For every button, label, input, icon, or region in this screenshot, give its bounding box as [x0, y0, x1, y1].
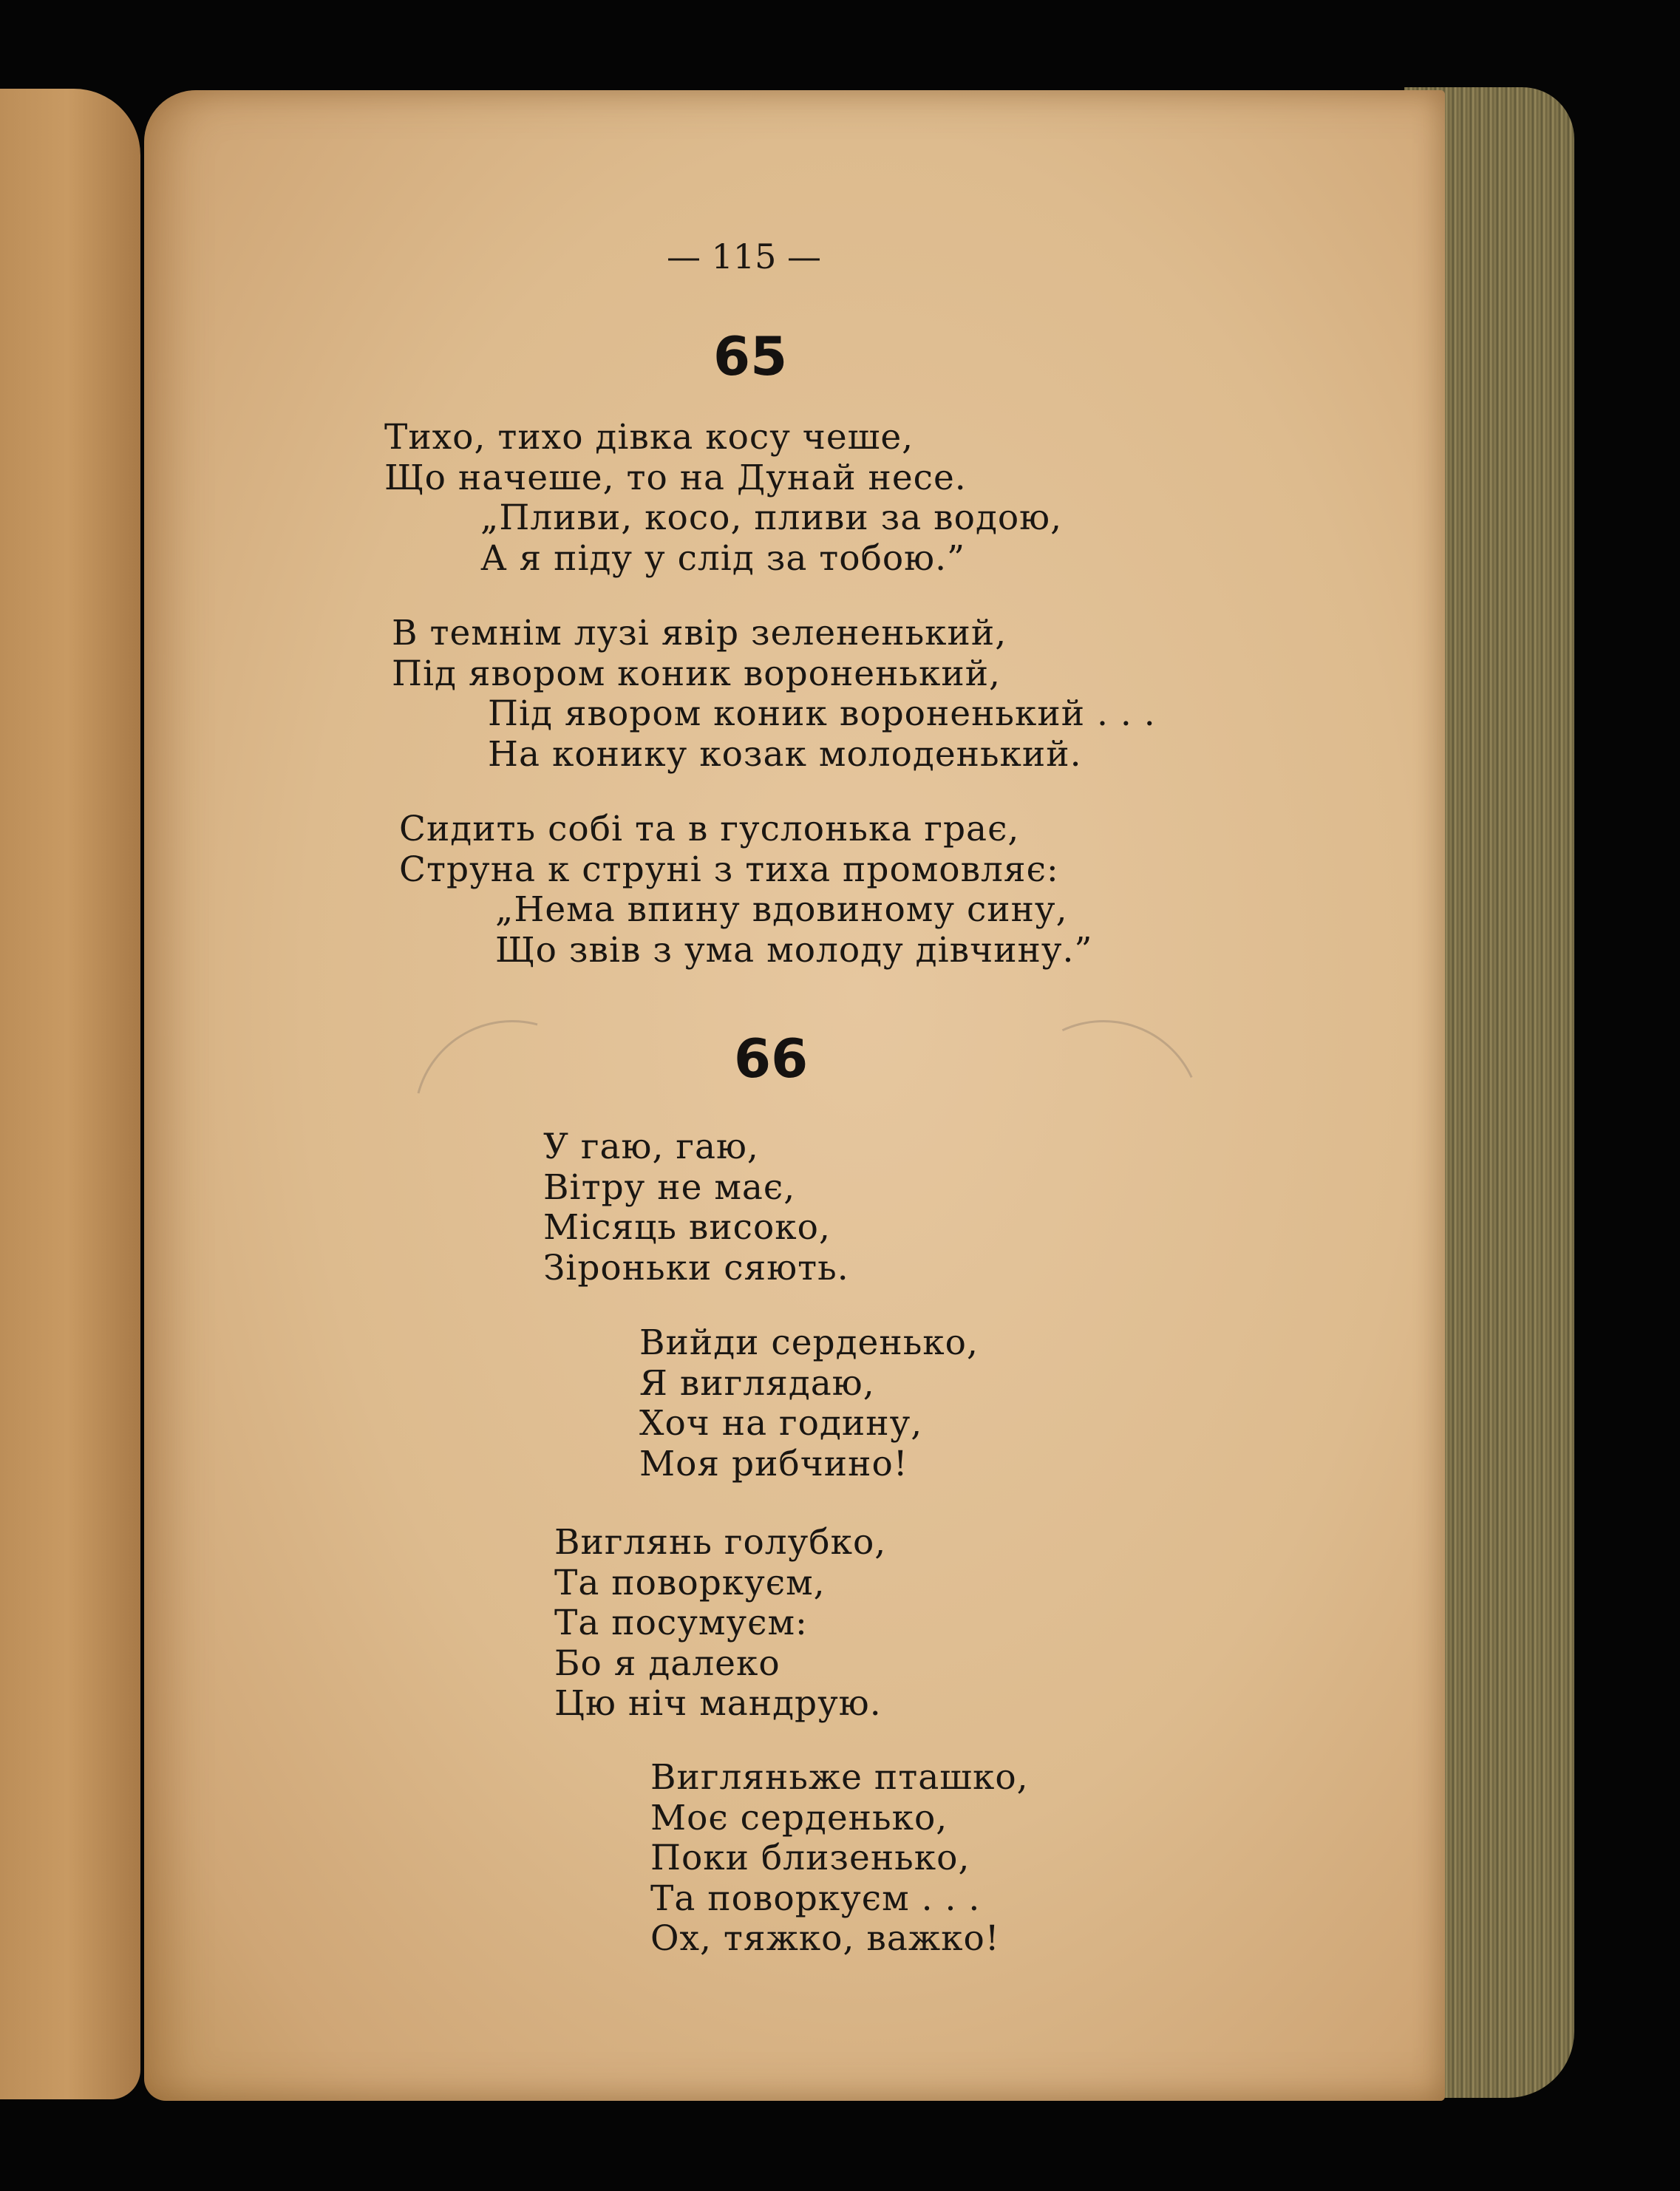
verse-line: Ох, тяжко, важко!	[650, 1918, 1000, 1959]
verse-line: Та поворкуєм . . .	[650, 1878, 981, 1919]
verse-line: Під явором коник вороненький . . .	[488, 693, 1156, 734]
verse-line: Бо я далеко	[554, 1643, 781, 1684]
verse-line: Місяць високо,	[543, 1207, 831, 1248]
song-number: 66	[734, 1027, 809, 1090]
verse-line: Зіроньки сяють.	[543, 1247, 849, 1288]
verse-line: Та посумуєм:	[554, 1603, 808, 1643]
verse-line: Вийди серденько,	[639, 1322, 979, 1363]
stanza	[399, 809, 1092, 971]
verse-line: Що начеше, то на Дунай несе.	[384, 457, 967, 498]
verse-line: На конику козак молоденький.	[488, 733, 1082, 775]
verse-line: Я виглядаю,	[639, 1362, 875, 1404]
stanza	[384, 418, 1062, 579]
verse-line: Моя рибчино!	[639, 1443, 908, 1484]
stanza	[639, 1323, 979, 1484]
verse-line: Виглянь голубко,	[554, 1522, 887, 1563]
verse-line: Сидить собі та в гуслонька грає,	[399, 809, 1020, 849]
verse-line: А я піду у слід за тобою.”	[480, 537, 966, 579]
verse-line: Моє серденько,	[650, 1797, 948, 1838]
verse-line: Тихо, тихо дівка косу чеше,	[384, 417, 914, 458]
left-page-edge	[0, 89, 140, 2099]
verse-line: „Нема впину вдовиному сину,	[495, 889, 1068, 930]
verse-line: Що звів з ума молоду дівчину.”	[495, 929, 1093, 971]
verse-line: Хоч на годину,	[639, 1403, 923, 1444]
verse-line: У гаю, гаю,	[543, 1127, 759, 1167]
song-number: 65	[713, 325, 788, 387]
stanza	[543, 1127, 849, 1288]
verse-line: Струна к струні з тиха промовляє:	[399, 849, 1059, 890]
verse-line: В темнім лузі явір зелененький,	[392, 613, 1007, 653]
verse-line: Вітру не має,	[543, 1166, 796, 1208]
stanza	[554, 1523, 886, 1725]
verse-line: Поки близенько,	[650, 1838, 970, 1878]
verse-line: Вигляньже пташко,	[650, 1757, 1029, 1798]
verse-line: „Пливи, косо, пливи за водою,	[480, 497, 1063, 538]
verse-line: Цю ніч мандрую.	[554, 1683, 882, 1724]
stanza	[392, 614, 1156, 775]
stanza	[650, 1758, 1029, 1960]
verse-line: Та поворкуєм,	[554, 1562, 826, 1603]
verse-line: Під явором коник вороненький,	[392, 653, 1001, 694]
page-number: — 115 —	[666, 237, 822, 276]
